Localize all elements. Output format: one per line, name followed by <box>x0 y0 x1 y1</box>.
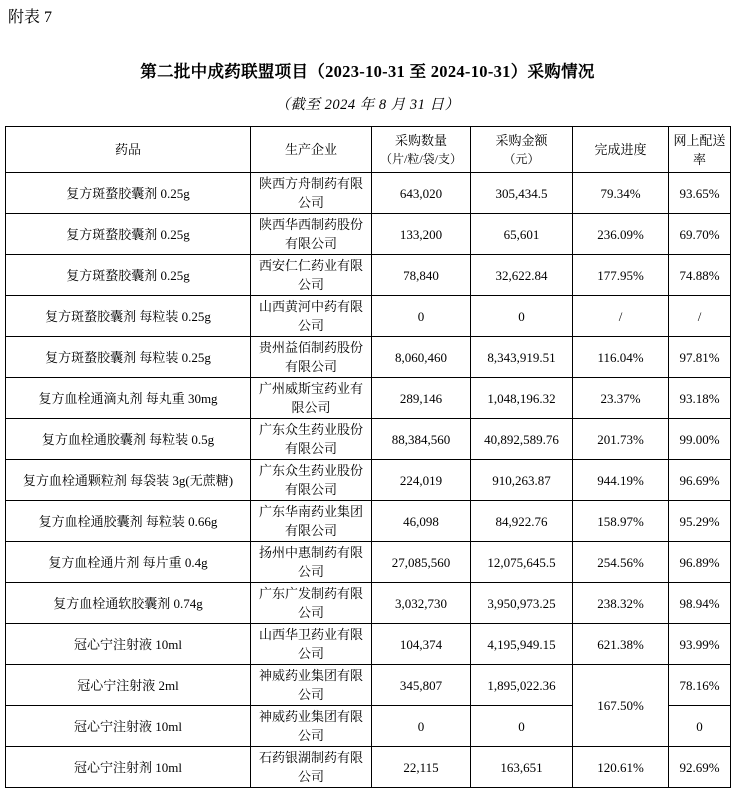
table-header-row <box>6 127 731 173</box>
column-header-drug: 药品 <box>6 127 251 173</box>
amount-cell: 4,195,949.15 <box>471 624 573 665</box>
column-header-amount-unit: （元） <box>503 151 540 166</box>
page-title: 第二批中成药联盟项目（2023-10-31 至 2024-10-31）采购情况 <box>140 62 595 81</box>
table-row <box>6 460 731 501</box>
amount-cell: 40,892,589.76 <box>471 419 573 460</box>
procurement-table <box>5 126 731 788</box>
quantity-cell: 22,115 <box>372 747 471 788</box>
company-cell: 广东华南药业集团有限公司 <box>251 501 372 542</box>
amount-cell: 84,922.76 <box>471 501 573 542</box>
column-header-delivery-rate: 网上配送率 <box>669 127 731 173</box>
table-row <box>6 378 731 419</box>
quantity-cell: 27,085,560 <box>372 542 471 583</box>
column-header-progress: 完成进度 <box>573 127 669 173</box>
table-row <box>6 501 731 542</box>
table-row <box>6 665 731 706</box>
progress-cell: 23.37% <box>573 378 669 419</box>
drug-cell: 复方斑蝥胶囊剂 0.25g <box>6 173 251 214</box>
amount-cell: 12,075,645.5 <box>471 542 573 583</box>
progress-cell: 158.97% <box>573 501 669 542</box>
delivery-rate-cell: 99.00% <box>669 419 731 460</box>
quantity-cell: 88,384,560 <box>372 419 471 460</box>
table-row <box>6 542 731 583</box>
drug-cell: 冠心宁注射液 2ml <box>6 665 251 706</box>
progress-cell: 177.95% <box>573 255 669 296</box>
delivery-rate-cell: 96.69% <box>669 460 731 501</box>
amount-cell: 8,343,919.51 <box>471 337 573 378</box>
table-row <box>6 173 731 214</box>
company-cell: 陕西方舟制药有限公司 <box>251 173 372 214</box>
drug-cell: 复方血栓通片剂 每片重 0.4g <box>6 542 251 583</box>
page-subtitle: （截至 2024 年 8 月 31 日） <box>275 97 460 113</box>
table-row <box>6 296 731 337</box>
progress-cell: / <box>573 296 669 337</box>
table-row <box>6 624 731 665</box>
company-cell: 广东众生药业股份有限公司 <box>251 419 372 460</box>
company-cell: 神威药业集团有限公司 <box>251 665 372 706</box>
delivery-rate-cell: 69.70% <box>669 214 731 255</box>
delivery-rate-cell: 78.16% <box>669 665 731 706</box>
progress-cell: 621.38% <box>573 624 669 665</box>
drug-cell: 复方斑蝥胶囊剂 每粒装 0.25g <box>6 337 251 378</box>
progress-cell: 167.50% <box>573 665 669 747</box>
appendix-label: 附表 7 <box>8 9 53 26</box>
amount-cell: 0 <box>471 296 573 337</box>
drug-cell: 复方血栓通软胶囊剂 0.74g <box>6 583 251 624</box>
amount-cell: 3,950,973.25 <box>471 583 573 624</box>
quantity-cell: 224,019 <box>372 460 471 501</box>
drug-cell: 复方斑蝥胶囊剂 0.25g <box>6 214 251 255</box>
progress-cell: 238.32% <box>573 583 669 624</box>
quantity-cell: 3,032,730 <box>372 583 471 624</box>
progress-cell: 201.73% <box>573 419 669 460</box>
amount-cell: 910,263.87 <box>471 460 573 501</box>
delivery-rate-cell: / <box>669 296 731 337</box>
table-row <box>6 214 731 255</box>
amount-cell: 163,651 <box>471 747 573 788</box>
delivery-rate-cell: 93.65% <box>669 173 731 214</box>
delivery-rate-cell: 96.89% <box>669 542 731 583</box>
table-row <box>6 747 731 788</box>
amount-cell: 0 <box>471 706 573 747</box>
delivery-rate-cell: 98.94% <box>669 583 731 624</box>
company-cell: 扬州中惠制药有限公司 <box>251 542 372 583</box>
drug-cell: 冠心宁注射液 10ml <box>6 624 251 665</box>
quantity-cell: 0 <box>372 706 471 747</box>
drug-cell: 冠心宁注射液 10ml <box>6 706 251 747</box>
delivery-rate-cell: 95.29% <box>669 501 731 542</box>
table-row <box>6 419 731 460</box>
drug-cell: 复方斑蝥胶囊剂 每粒装 0.25g <box>6 296 251 337</box>
progress-cell: 236.09% <box>573 214 669 255</box>
progress-cell: 79.34% <box>573 173 669 214</box>
quantity-cell: 0 <box>372 296 471 337</box>
company-cell: 广东广发制药有限公司 <box>251 583 372 624</box>
quantity-cell: 345,807 <box>372 665 471 706</box>
company-cell: 贵州益佰制药股份有限公司 <box>251 337 372 378</box>
company-cell: 广东众生药业股份有限公司 <box>251 460 372 501</box>
quantity-cell: 8,060,460 <box>372 337 471 378</box>
column-header-quantity: 采购数量 （片/粒/袋/支） <box>372 127 471 173</box>
amount-cell: 1,048,196.32 <box>471 378 573 419</box>
drug-cell: 复方血栓通滴丸剂 每丸重 30mg <box>6 378 251 419</box>
company-cell: 神威药业集团有限公司 <box>251 706 372 747</box>
quantity-cell: 78,840 <box>372 255 471 296</box>
delivery-rate-cell: 93.18% <box>669 378 731 419</box>
drug-cell: 复方血栓通胶囊剂 每粒装 0.66g <box>6 501 251 542</box>
column-header-quantity-unit: （片/粒/袋/支） <box>379 151 462 166</box>
company-cell: 西安仁仁药业有限公司 <box>251 255 372 296</box>
delivery-rate-cell: 0 <box>669 706 731 747</box>
table-row <box>6 337 731 378</box>
company-cell: 广州威斯宝药业有限公司 <box>251 378 372 419</box>
drug-cell: 复方血栓通颗粒剂 每袋装 3g(无蔗糖) <box>6 460 251 501</box>
company-cell: 陕西华西制药股份有限公司 <box>251 214 372 255</box>
delivery-rate-cell: 92.69% <box>669 747 731 788</box>
progress-cell: 254.56% <box>573 542 669 583</box>
amount-cell: 65,601 <box>471 214 573 255</box>
drug-cell: 冠心宁注射剂 10ml <box>6 747 251 788</box>
progress-cell: 944.19% <box>573 460 669 501</box>
quantity-cell: 133,200 <box>372 214 471 255</box>
column-header-amount: 采购金额 （元） <box>471 127 573 173</box>
company-cell: 石药银湖制药有限公司 <box>251 747 372 788</box>
delivery-rate-cell: 74.88% <box>669 255 731 296</box>
drug-cell: 复方血栓通胶囊剂 每粒装 0.5g <box>6 419 251 460</box>
company-cell: 山西黄河中药有限公司 <box>251 296 372 337</box>
column-header-company: 生产企业 <box>251 127 372 173</box>
quantity-cell: 643,020 <box>372 173 471 214</box>
amount-cell: 1,895,022.36 <box>471 665 573 706</box>
quantity-cell: 104,374 <box>372 624 471 665</box>
table-row <box>6 583 731 624</box>
table-row <box>6 255 731 296</box>
progress-cell: 116.04% <box>573 337 669 378</box>
quantity-cell: 289,146 <box>372 378 471 419</box>
delivery-rate-cell: 93.99% <box>669 624 731 665</box>
amount-cell: 305,434.5 <box>471 173 573 214</box>
company-cell: 山西华卫药业有限公司 <box>251 624 372 665</box>
delivery-rate-cell: 97.81% <box>669 337 731 378</box>
drug-cell: 复方斑蝥胶囊剂 0.25g <box>6 255 251 296</box>
amount-cell: 32,622.84 <box>471 255 573 296</box>
progress-cell: 120.61% <box>573 747 669 788</box>
quantity-cell: 46,098 <box>372 501 471 542</box>
